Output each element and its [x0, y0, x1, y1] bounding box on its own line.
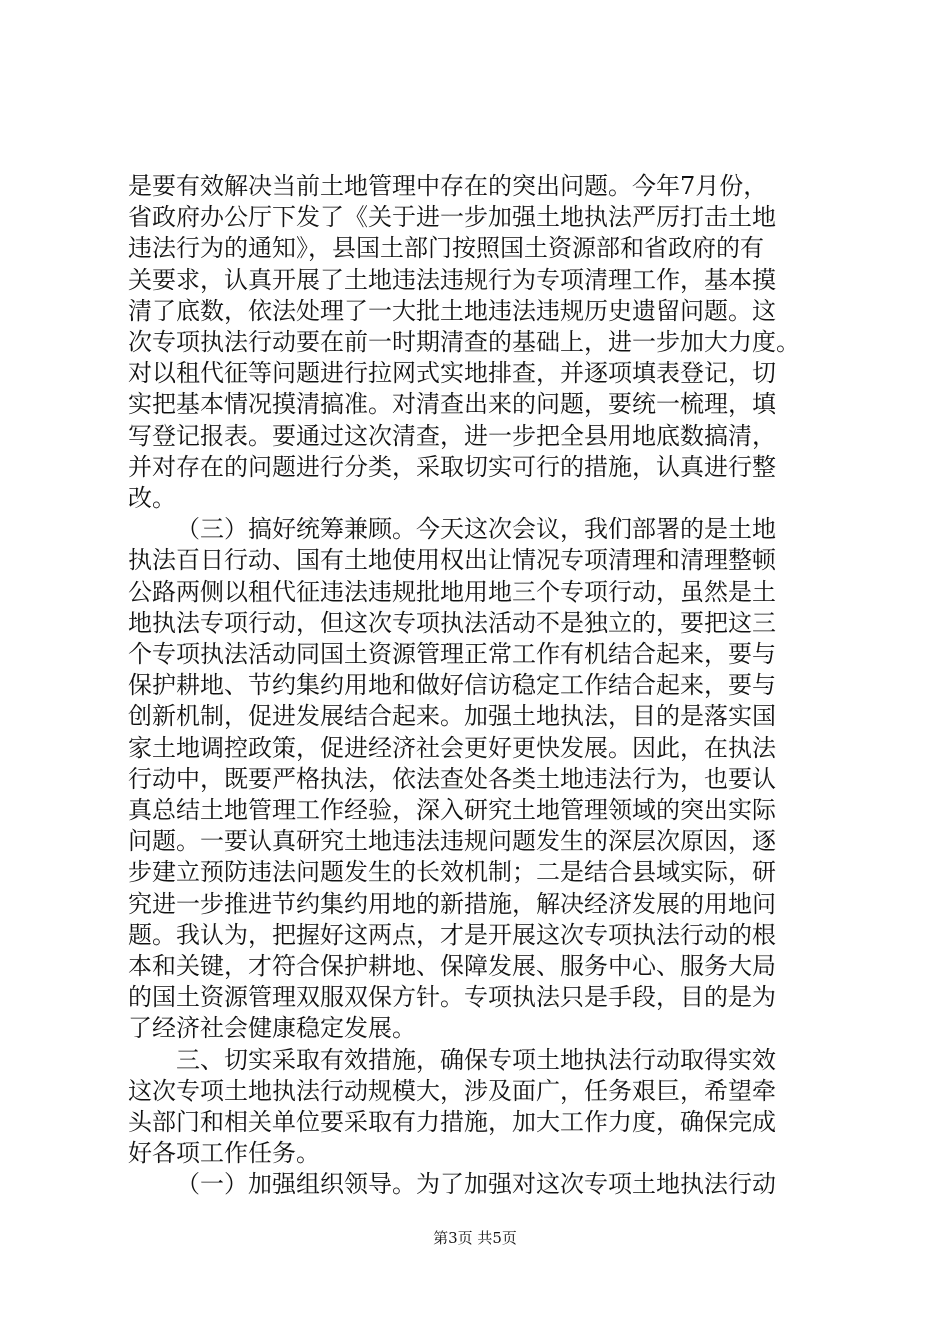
- text-line: 好各项工作任务。: [128, 1139, 320, 1167]
- text-line: 头部门和相关单位要采取有力措施，加大工作力度，确保完成: [128, 1108, 776, 1136]
- text-line: 本和关键，才符合保护耕地、保障发展、服务中心、服务大局: [128, 952, 776, 980]
- text-line: 是要有效解决当前土地管理中存在的突出问题。今年7月份，: [128, 172, 768, 200]
- text-line: 违法行为的通知》，县国土部门按照国土资源部和省政府的有: [128, 234, 764, 262]
- text-line: 执法百日行动、国有土地使用权出让情况专项清理和清理整顿: [128, 546, 776, 574]
- text-line: 保护耕地、节约集约用地和做好信访稳定工作结合起来，要与: [128, 671, 776, 699]
- text-line: 写登记报表。要通过这次清查，进一步把全县用地底数搞清，: [128, 422, 776, 450]
- text-line: 地执法专项行动，但这次专项执法活动不是独立的，要把这三: [128, 609, 776, 637]
- text-line: 关要求，认真开展了土地违法违规行为专项清理工作，基本摸: [128, 266, 776, 294]
- text-line: 创新机制，促进发展结合起来。加强土地执法，目的是落实国: [128, 702, 776, 730]
- text-line: 究进一步推进节约集约用地的新措施，解决经济发展的用地问: [128, 890, 776, 918]
- text-line: 改。: [128, 484, 176, 512]
- paragraph-first-line: （一）加强组织领导。为了加强对这次专项土地执法行动: [176, 1170, 776, 1198]
- section-heading: 三、切实采取有效措施，确保专项土地执法行动取得实效: [176, 1046, 776, 1074]
- text-line: 的国土资源管理双服双保方针。专项执法只是手段，目的是为: [128, 983, 776, 1011]
- text-line: 这次专项土地执法行动规模大，涉及面广，任务艰巨，希望牵: [128, 1077, 776, 1105]
- text-line: 实把基本情况摸清搞准。对清查出来的问题，要统一梳理，填: [128, 390, 776, 418]
- text-line: 并对存在的问题进行分类，采取切实可行的措施，认真进行整: [128, 453, 776, 481]
- text-line: 家土地调控政策，促进经济社会更好更快发展。因此，在执法: [128, 734, 776, 762]
- text-line: 清了底数，依法处理了一大批土地违法违规历史遗留问题。这: [128, 297, 776, 325]
- text-line: 问题。一要认真研究土地违法违规问题发生的深层次原因，逐: [128, 827, 776, 855]
- text-line: 了经济社会健康稳定发展。: [128, 1014, 416, 1042]
- text-line: 次专项执法行动要在前一时期清查的基础上，进一步加大力度。: [128, 328, 800, 356]
- page-number-label: 第3页 共5页: [433, 1229, 517, 1247]
- paragraph-first-line: （三）搞好统筹兼顾。今天这次会议，我们部署的是土地: [176, 515, 776, 543]
- text-line: 题。我认为，把握好这两点，才是开展这次专项执法行动的根: [128, 921, 776, 949]
- text-line: 真总结土地管理工作经验，深入研究土地管理领域的突出实际: [128, 796, 776, 824]
- text-line: 个专项执法活动同国土资源管理正常工作有机结合起来，要与: [128, 640, 776, 668]
- text-line: 省政府办公厅下发了《关于进一步加强土地执法严厉打击土地: [128, 203, 776, 231]
- page-footer: [0, 1228, 950, 1248]
- text-line: 公路两侧以租代征违法违规批地用地三个专项行动，虽然是土: [128, 578, 776, 606]
- text-line: 步建立预防违法问题发生的长效机制；二是结合县域实际，研: [128, 858, 776, 886]
- text-line: 对以租代征等问题进行拉网式实地排查，并逐项填表登记，切: [128, 359, 776, 387]
- text-line: 行动中，既要严格执法，依法查处各类土地违法行为，也要认: [128, 765, 776, 793]
